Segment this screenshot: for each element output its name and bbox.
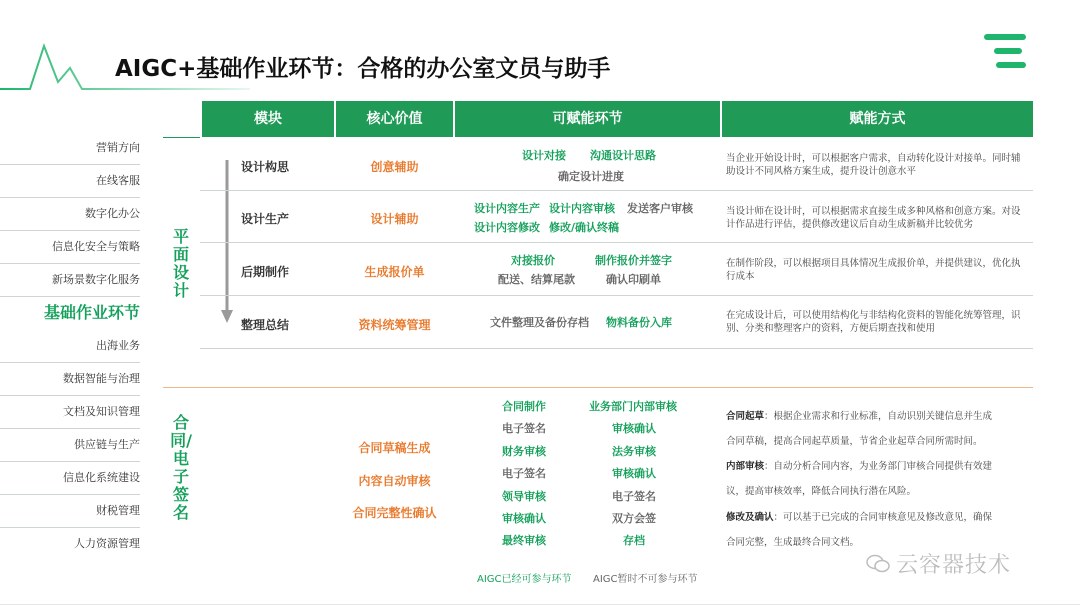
sidebar-item-overseas[interactable]: 出海业务 <box>0 330 140 363</box>
module-post-production: 后期制作 <box>241 265 290 279</box>
stage-item: 对接报价 <box>511 254 555 267</box>
stage-item: 设计对接 <box>522 149 566 162</box>
method-description: 合同起草：根据企业需求和行业标准，自动识别关键信息并生成 <box>726 411 993 422</box>
stage-item: 电子签名 <box>612 490 656 503</box>
method-description: 修改及确认：可以基于已完成的合同审核意见及修改意见，确保 <box>726 512 993 523</box>
header-enablement-stages: 可赋能环节 <box>455 101 720 137</box>
stage-item: 修改/确认终稿 <box>549 221 620 234</box>
stage-item: 制作报价并签字 <box>595 254 672 267</box>
sidebar-item-hr[interactable]: 人力资源管理 <box>74 537 140 550</box>
row-divider <box>200 295 1033 296</box>
stage-item: 领导审核 <box>502 490 546 503</box>
stage-item: 业务部门内部审核 <box>589 400 677 413</box>
method-description: 合同完整，生成最终合同文档。 <box>726 537 860 548</box>
row-divider <box>200 242 1033 243</box>
section-label-contract-esign: 合同/电子签名 <box>170 413 192 522</box>
sidebar-item-online-service[interactable]: 在线客服 <box>0 165 140 198</box>
method-description: 在完成设计后，可以使用结构化与非结构化资料的智能化统筹管理，识别、分类和整理客户的资料，方便后期查找和使用 <box>726 310 1021 334</box>
watermark: 云容器技术 <box>866 548 1011 579</box>
sidebar-item-digital-office[interactable]: 数字化办公 <box>0 198 140 231</box>
method-description: 内部审核：自动分析合同内容，为业务部门审核合同提供有效建 <box>726 461 993 472</box>
value-design-assist: 设计辅助 <box>370 212 419 226</box>
value-data-management: 资料统筹管理 <box>358 318 431 332</box>
stage-item: 沟通设计思路 <box>590 149 656 162</box>
method-description: 在制作阶段，可以根据项目具体情况生成报价单，并提供建议，优化执行成本 <box>726 258 1021 282</box>
stage-item: 设计内容审核 <box>549 202 615 215</box>
sidebar-item-data-intel[interactable]: 数据智能与治理 <box>0 363 140 396</box>
stage-item: 设计内容修改 <box>474 221 540 234</box>
value-integrity-check: 合同完整性确认 <box>352 506 437 520</box>
stage-item: 法务审核 <box>612 445 656 458</box>
stage-item: 审核确认 <box>502 512 546 525</box>
header-module: 模块 <box>202 101 334 137</box>
legend-can-participate: AIGC已经可参与环节 <box>477 574 572 585</box>
stage-item: 最终审核 <box>502 534 546 547</box>
stage-item: 电子签名 <box>502 467 546 480</box>
value-creative-assist: 创意辅助 <box>370 160 419 174</box>
footer-divider <box>0 604 1080 605</box>
section-divider <box>163 137 200 138</box>
module-design-production: 设计生产 <box>241 212 290 226</box>
sidebar <box>0 132 140 562</box>
method-description: 议，提高审核效率，降低合同执行潜在风险。 <box>726 486 917 497</box>
header-enablement-method: 赋能方式 <box>722 101 1033 137</box>
section-divider <box>163 387 1033 388</box>
stage-item: 确认印刷单 <box>606 273 661 286</box>
sidebar-item-security[interactable]: 信息化安全与策略 <box>0 231 140 264</box>
stage-item: 合同制作 <box>502 400 546 413</box>
section-label-graphic-design: 平面设计 <box>172 227 189 300</box>
sidebar-item-finance[interactable]: 财税管理 <box>0 495 140 528</box>
stage-item: 电子签名 <box>502 422 546 435</box>
sidebar-item-basic-ops[interactable]: 基础作业环节 <box>43 303 140 322</box>
stage-item: 配送、结算尾款 <box>498 273 575 286</box>
sidebar-item-supply-chain[interactable]: 供应链与生产 <box>0 429 140 462</box>
stage-item: 双方会签 <box>612 512 656 525</box>
module-wrap-up: 整理总结 <box>241 318 290 332</box>
stage-item: 物料备份入库 <box>606 316 672 329</box>
stage-item: 发送客户审核 <box>627 202 693 215</box>
brand-logo-icon <box>984 34 1028 68</box>
wechat-icon <box>866 554 890 574</box>
stage-item: 财务审核 <box>502 445 546 458</box>
stage-item: 设计内容生产 <box>474 202 540 215</box>
header-core-value: 核心价值 <box>336 101 453 137</box>
sidebar-item-docs[interactable]: 文档及知识管理 <box>0 396 140 429</box>
value-contract-draft: 合同草稿生成 <box>358 441 431 455</box>
value-auto-review: 内容自动审核 <box>358 474 431 488</box>
stage-item: 存档 <box>623 534 645 547</box>
module-design-concept: 设计构思 <box>241 160 290 174</box>
sidebar-item-it-systems[interactable]: 信息化系统建设 <box>0 462 140 495</box>
stage-item: 审核确认 <box>612 467 656 480</box>
row-divider <box>200 348 1033 349</box>
method-description: 合同草稿，提高合同起草质量，节省企业起草合同所需时间。 <box>726 436 983 447</box>
stage-item: 确定设计进度 <box>558 170 624 183</box>
page-title: AIGC+基础作业环节：合格的办公室文员与助手 <box>115 56 611 82</box>
sidebar-item-marketing[interactable]: 营销方向 <box>0 132 140 165</box>
value-quote-generation: 生成报价单 <box>364 265 425 279</box>
sidebar-item-new-scenario[interactable]: 新场景数字化服务 <box>0 264 140 297</box>
legend-cannot-participate: AIGC暂时不可参与环节 <box>593 574 698 585</box>
stage-item: 审核确认 <box>612 422 656 435</box>
row-divider <box>200 190 1033 191</box>
method-description: 当企业开始设计时，可以根据客户需求，自动转化设计对接单。同时辅助设计不同风格方案生成，提升设计创意水平 <box>726 153 1021 177</box>
stage-item: 文件整理及备份存档 <box>490 316 589 329</box>
method-description: 当设计师在设计时，可以根据需求直接生成多种风格和创意方案。对设计作品进行评估，提供修改建议后自动生成新稿并比较优劣 <box>726 206 1021 230</box>
